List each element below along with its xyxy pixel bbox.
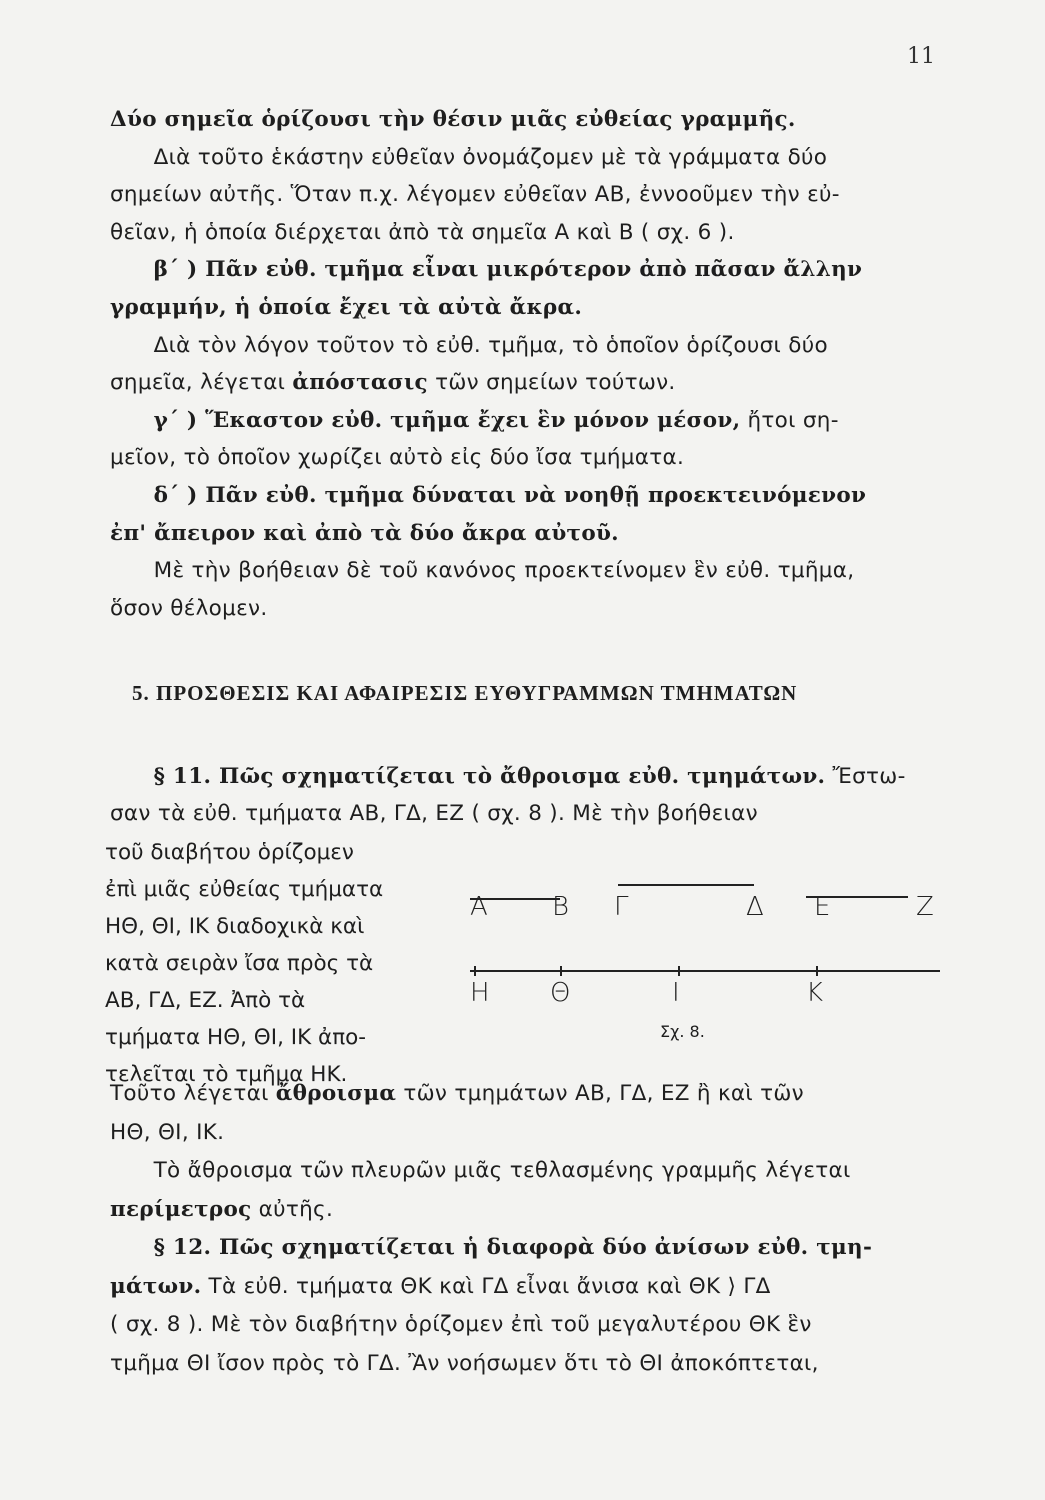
wrap-line: τμήματα ΗΘ, ΘΙ, ΙΚ ἀπο- — [105, 1025, 367, 1050]
text-run: Μὲ τὴν βοήθειαν δὲ τοῦ κανόνος προεκτείνομεν ἓν εὐθ. τμῆμα, — [110, 558, 855, 584]
line-hk — [470, 970, 940, 972]
text-run: αὐτῆς. — [251, 1196, 334, 1222]
text-line — [110, 1116, 940, 1150]
segment-gd — [618, 884, 754, 886]
text-line — [110, 291, 940, 325]
wrap-line: κατὰ σειρὰν ἴσα πρὸς τὰ — [105, 951, 374, 976]
bold-text: Δύο σημεῖα ὁρίζουσι τὴν θέσιν μιᾶς εὐθείας γραμμῆς. — [110, 107, 796, 132]
text-run: Τὸ ἄθροισμα τῶν πλευρῶν μιᾶς τεθλασμένης γραμμῆς λέγεται — [110, 1158, 851, 1183]
text-line — [110, 592, 940, 626]
text-line — [110, 554, 940, 588]
text-line — [110, 366, 940, 400]
label-a: Α — [470, 892, 488, 922]
text-run: Διὰ τοῦτο ἑκάστην εὐθεῖαν ὀνομάζομεν μὲ τὰ γράμματα δύο — [110, 144, 828, 170]
label-h: Η — [470, 978, 490, 1008]
bold-text: ἐπ' ἄπειρον καὶ ἀπὸ τὰ δύο ἄκρα αὐτοῦ. — [110, 520, 619, 546]
text-line — [110, 441, 940, 475]
bold-text: § 11. Πῶς σχηματίζεται τὸ ἄθροισμα εὐθ. τμημάτων. — [110, 764, 826, 789]
label-i: Ι — [672, 978, 680, 1008]
wrap-line: ΑΒ, ΓΔ, ΕΖ. Ἀπὸ τὰ — [105, 988, 306, 1013]
bold-text: μάτων. — [110, 1273, 202, 1299]
text-run: ὅσον θέλομεν. — [110, 595, 268, 621]
text-run: Τὰ εὐθ. τμήματα ΘΚ καὶ ΓΔ εἶναι ἄνισα καὶ ΘΚ ⟩ ΓΔ — [201, 1273, 771, 1299]
text-run: τῶν τμημάτων ΑΒ, ΓΔ, ΕΖ ἢ καὶ τῶν — [396, 1081, 804, 1106]
wrap-line: ἐπὶ μιᾶς εὐθείας τμήματα — [105, 877, 384, 902]
label-g: Γ — [614, 892, 629, 922]
bold-text: περίμετρος — [110, 1196, 252, 1222]
text-line — [110, 1347, 940, 1381]
text-run: τῶν σημείων τούτων. — [427, 370, 676, 396]
bold-text: γραμμήν, ἡ ὁποία ἔχει τὰ αὐτὰ ἄκρα. — [110, 295, 583, 320]
text-run: ( σχ. 8 ). Μὲ τὸν διαβήτην ὁρίζομεν ἐπὶ τοῦ μεγαλυτέρου ΘΚ ἓν — [110, 1312, 812, 1337]
text-run: σημεῖα, λέγεται — [110, 370, 293, 396]
text-line — [110, 1308, 940, 1342]
text-run: τμῆμα ΘΙ ἴσον πρὸς τὸ ΓΔ. Ἂν νοήσωμεν ὅτι τὸ ΘΙ ἀποκόπτεται, — [110, 1350, 819, 1376]
text-run: μεῖον, τὸ ὁποῖον χωρίζει αὐτὸ εἰς δύο ἴσα τμήματα. — [110, 445, 685, 471]
text-line — [110, 1193, 940, 1227]
wrap-line: ΗΘ, ΘΙ, ΙΚ διαδοχικὰ καὶ — [105, 914, 365, 939]
label-th: Θ — [550, 978, 571, 1008]
bold-text: δ΄ ) Πᾶν εὐθ. τμῆμα δύναται νὰ νοηθῇ προεκτεινόμενον — [110, 483, 867, 508]
bold-text: § 12. Πῶς σχηματίζεται ἡ διαφορὰ δύο ἀνίσων εὐθ. τμη- — [110, 1235, 873, 1260]
wrap-line: τοῦ διαβήτου ὁρίζομεν — [105, 840, 354, 865]
tick-k — [816, 966, 818, 976]
tick-i — [678, 966, 680, 976]
label-e: Ε — [814, 892, 831, 922]
page-number: 11 — [907, 44, 935, 69]
text-run: θεῖαν, ἡ ὁποία διέρχεται ἀπὸ τὰ σημεῖα Α καὶ Β ( σχ. 6 ). — [110, 219, 735, 245]
text-line — [110, 216, 940, 250]
label-d: Δ — [746, 892, 764, 922]
text-line — [110, 178, 940, 212]
text-run: ΗΘ, ΘΙ, ΙΚ. — [110, 1119, 225, 1145]
section-heading: 5. ΠΡΟΣΘΕΣΙΣ ΚΑΙ ΑΦΑΙΡΕΣΙΣ ΕΥΘΥΓΡΑΜΜΩΝ ΤΜΗΜΑΤΩΝ — [132, 681, 798, 705]
text-line — [110, 517, 940, 551]
text-line — [110, 797, 940, 831]
bold-text: ἀπόστασις — [292, 370, 428, 396]
text-line — [110, 103, 940, 137]
text-line — [110, 1077, 940, 1111]
text-line — [110, 404, 940, 438]
text-line — [110, 1154, 940, 1188]
text-run: σημείων αὐτῆς. Ὅταν π.χ. λέγομεν εὐθεῖαν ΑΒ, ἐννοοῦμεν τὴν εὐ- — [110, 182, 840, 208]
text-run: σαν τὰ εὐθ. τμήματα ΑΒ, ΓΔ, ΕΖ ( σχ. 8 ). Μὲ τὴν βοήθειαν — [110, 801, 758, 826]
label-z: Ζ — [916, 892, 934, 922]
tick-th — [560, 966, 562, 976]
label-k: Κ — [806, 978, 824, 1008]
text-line — [110, 1231, 940, 1265]
bold-text: β΄ ) Πᾶν εὐθ. τμῆμα εἶναι μικρότερον ἀπὸ πᾶσαν ἄλλην — [110, 257, 863, 283]
label-b: Β — [552, 892, 570, 922]
text-run: ἤτοι ση- — [740, 407, 839, 433]
tick-h — [474, 966, 476, 976]
text-line — [110, 760, 940, 794]
bold-text: γ΄ ) Ἕκαστον εὐθ. τμῆμα ἔχει ἓν μόνον μέσον, — [110, 407, 741, 433]
text-line — [110, 329, 940, 363]
bold-text: ἄθροισμα — [275, 1081, 397, 1106]
figure-caption: Σχ. 8. — [660, 1022, 705, 1041]
text-line — [110, 479, 940, 513]
text-run: Τοῦτο λέγεται — [110, 1081, 276, 1106]
text-line — [110, 253, 940, 287]
text-run: Διὰ τὸν λόγον τοῦτον τὸ εὐθ. τμῆμα, τὸ ὁποῖον ὁρίζουσι δύο — [110, 332, 828, 358]
text-line — [110, 1270, 940, 1304]
text-line — [110, 141, 940, 175]
figure-8 — [470, 872, 940, 1052]
wrap-line: τελεῖται τὸ τμῆμα ΗΚ. — [105, 1062, 348, 1087]
text-run: Ἔστω- — [825, 764, 906, 789]
